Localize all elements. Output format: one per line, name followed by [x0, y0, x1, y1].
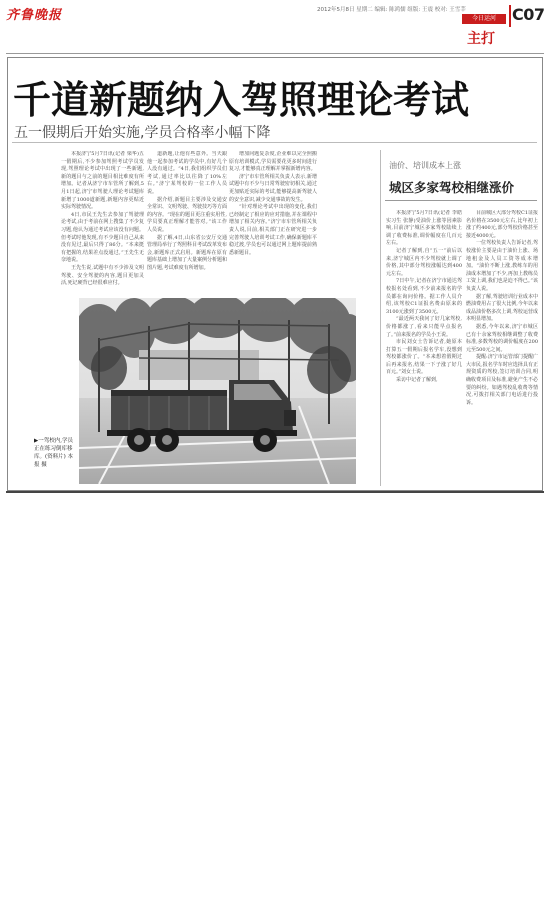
- article-column-3: [229, 151, 317, 291]
- paragraph: 采访中记者了解到,: [396, 377, 438, 384]
- article-subhead: 五一假期后开始实施,学员合格率小幅下降: [14, 125, 271, 141]
- paragraph: 提醒:济宁市运管部门提醒广大市民,报名学车时应选择具有正规资质的驾校,签订培训合同,明确收费项目及标准,避免产生不必要的纠纷。如遇驾校乱收费等情况,可拨打相关部门电话进行投诉。: [466, 354, 538, 406]
- article-headline: 千道新题纳入驾照理论考试: [13, 78, 470, 122]
- sidebar-column-2: [466, 210, 538, 486]
- paragraph: 目前城区大部分驾校C1证报名价格在3500元左右,比年初上涨了约400元,部分驾校价格甚至接近4000元。: [466, 210, 538, 239]
- edition-tag: 今日运河: [462, 14, 506, 24]
- page-number: C07: [512, 5, 545, 24]
- masthead: [0, 0, 550, 56]
- photo-caption: ▶一驾校内,学员正在练习倒库移库。(资料片) 本报 摄: [34, 438, 74, 468]
- sidebar-kicker: 油价、培训成本上涨: [389, 161, 461, 170]
- paragraph: 7日中午,记者在济宁市通达驾校报名处看到,不少前来报名的学员都在询问价格。据工作人员介绍,该驾校C1证报名费由原来的3100元涨到了3500元。: [386, 278, 462, 315]
- paragraph: 市民刘女士告诉记者,她原本打算五一假期后报名学车,没想到驾校都涨价了。“本来想着假期过后再来报名,结果一下子涨了好几百元。”刘女士说。: [386, 339, 462, 376]
- sidebar-column-1: [386, 210, 462, 486]
- newspaper-logo: 齐鲁晚报: [6, 8, 63, 23]
- sidebar-divider: [380, 150, 381, 486]
- page-number-accent: [509, 5, 511, 27]
- sidebar-title-divider: [385, 200, 537, 201]
- masthead-divider: [6, 53, 544, 54]
- paragraph: “最近两天我问了好几家驾校,价格都涨了,看来只能早点报名了。”前来报名的学员小王说。: [386, 316, 462, 338]
- paragraph: “针对理论考试中出现的变化,我们已经制定了相应的应对措施,并在课程中增加了相关内容。”济宁市车管所相关负责人说,目前,相关部门正在研究进一步完善驾驶人培训考试工作,确保新题库平稳过渡,学员也可以通过网上题库提前熟悉新题目。: [229, 204, 317, 256]
- headline-divider: [12, 142, 537, 143]
- page-bottom-rule: [6, 491, 544, 493]
- paragraph: 王先生说,试题中有不少涉及文明驾驶、安全驾驶的内容,题目更加灵活,死记硬背已经很难应付。: [61, 264, 144, 287]
- paragraph: 据了解,4日,山东省公安厅交通管理局举行了驾照科目考试改革发布会,新题库正式启用。新题库在原有题库基础上增加了大量案例分析题和图片题,考试难度有所增加。: [147, 234, 227, 271]
- paragraph: 据了解,驾驶培训行业成本中燃油费用占了很大比例,今年以来成品油价格多次上调,驾校运营成本明显增加。: [466, 293, 538, 323]
- article-photo: [79, 298, 356, 484]
- section-title: 主打: [467, 31, 495, 47]
- paragraph: 据悉,今年以来,济宁市城区已有十余家驾校相继调整了收费标准,多数驾校的调价幅度在200元至500元之间。: [466, 323, 538, 353]
- paragraph: 记者了解到,自“五一”前后以来,济宁城区内不少驾校就上调了价格,其中部分驾校涨幅达到400元左右。: [386, 247, 462, 277]
- paragraph: 本报济宁5月7日讯(记者 李皓 实习生 张静)受油价上涨等因素影响,目前济宁城区多家驾校陆续上调了收费标准,调价幅度在几百元左右。: [386, 210, 462, 247]
- paragraph: 本报济宁5月7日讯(记者 梁华)五一假期后,不少参加驾照考试学员发现,驾照理论考试中出现了一些新题,新的题目与之前的题目相比难度有所增加。记者从济宁市车管所了解到,5月1日起,济宁市驾驶人理论考试题库新增了1000道新题,新题内容更贴近实际驾驶情况。: [61, 151, 144, 211]
- sidebar-title: 城区多家驾校相继涨价: [389, 180, 515, 195]
- paragraph: 4日,市民王先生去参加了驾驶理论考试,由于考前在网上搜集了不少复习题,他认为通过考试应该没有问题。但考试时他发现,有不少题目自己从来没有见过,最后只得了86分。“本来挺有把握的,结果差点没通过。”王先生无奈地说。: [61, 211, 144, 264]
- paragraph: 增加问题复杂度,企业难以完全照搬原有培训模式,学员需要花更多时间进行复习,才能够真正理解并掌握新增内容。: [229, 151, 317, 173]
- issue-meta: 2012年5月8日 星期二 编辑: 陈鸿儒 组版: 王震 校对: 王雪莘: [317, 7, 466, 13]
- paragraph: 道新题,让他有些意外。当天跟他一起参加考试的学员中,有好几个人没有通过。“4日,我们组织学员们考试,通过率比以往降了10%左右。”济宁某驾校的一位工作人员说。: [147, 151, 227, 195]
- truck-photo-illustration: [79, 298, 356, 484]
- article-column-1: [61, 151, 144, 291]
- paragraph: 据介绍,新题目主要涉及交通安全常识、文明驾驶、驾驶技巧等方面的内容。“现在的题目更注重实用性,学员要真正理解才能答对。”该工作人员说。: [147, 196, 227, 233]
- paragraph: 一位驾校负责人告诉记者,驾校涨价主要是由于油价上涨、场地租金及人员工资等成本增加。“油价不断上涨,教练车的用油成本增加了不少,再加上教练员工资上调,我们也是迫不得已。”该负责人说。: [466, 240, 538, 292]
- paragraph: 济宁市车管所相关负责人表示,新增试题中有不少与日常驾驶密切相关,通过更加贴近实际的考试,能够提高新驾驶人的安全意识,减少交通事故的发生。: [229, 173, 317, 203]
- article-column-2: [147, 151, 227, 291]
